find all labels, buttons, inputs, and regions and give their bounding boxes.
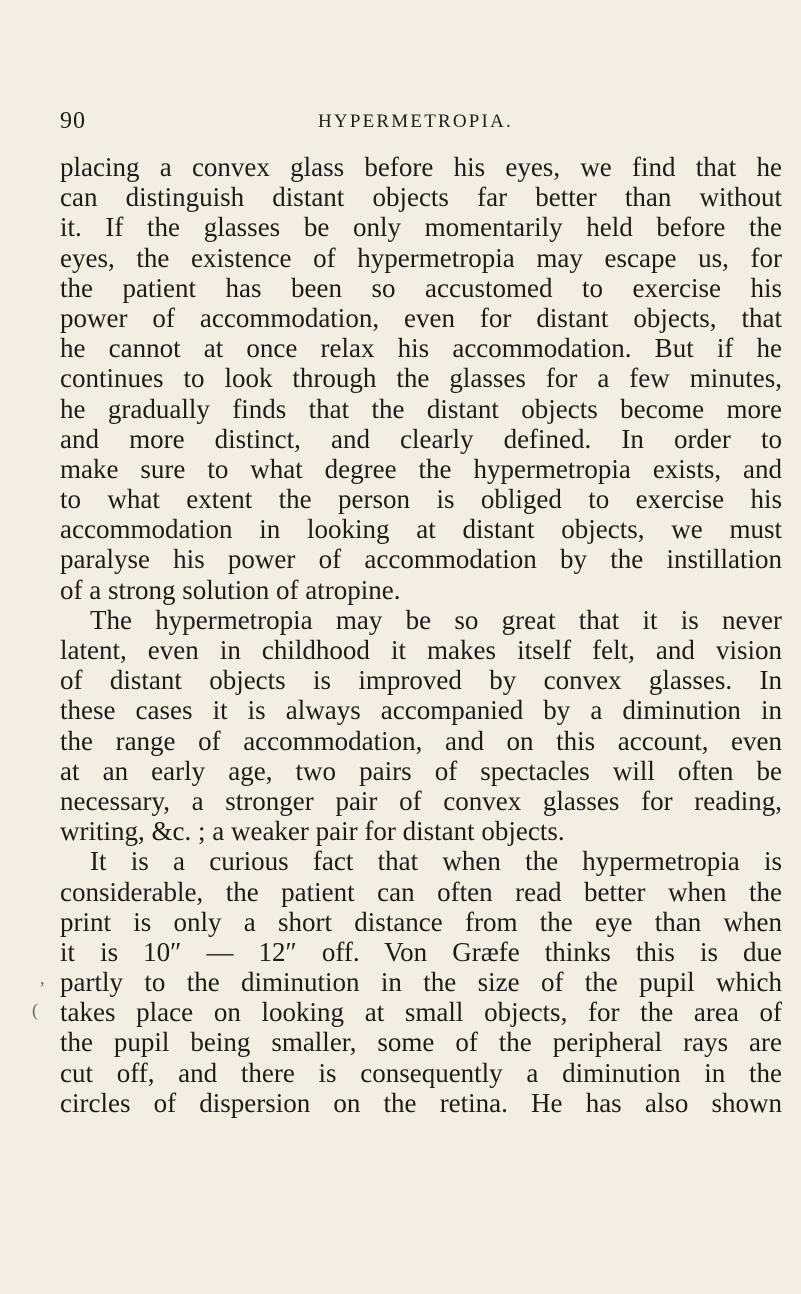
text-line: the range of accommodation, and on this account, even <box>60 725 782 756</box>
paragraph-end-line: of a strong solution of atropine. <box>60 574 401 605</box>
text-line: the pupil being smaller, some of the peripheral rays are <box>60 1027 782 1058</box>
text-line: the patient has been so accustomed to exercise his <box>60 272 782 303</box>
text-line: continues to look through the glasses for a few minutes, <box>60 363 782 394</box>
text-line: latent, even in childhood it makes itself felt, and vision <box>60 635 782 665</box>
text-line: eyes, the existence of hypermetropia may escape us, for <box>60 242 782 273</box>
text-line: accommodation in looking at distant objects, we must <box>60 514 782 545</box>
text-line: power of accommodation, even for distant objects, that <box>60 302 782 333</box>
text-line: print is only a short distance from the eye than when <box>60 906 782 937</box>
text-line: it. If the glasses be only momentarily held before the <box>60 212 782 243</box>
text-line: takes place on looking at small objects, for the area of <box>60 997 782 1028</box>
text-line: and more distinct, and clearly defined. In order to <box>60 423 782 454</box>
text-line: can distinguish distant objects far better than without <box>60 182 782 213</box>
page-header <box>60 108 780 138</box>
margin-mark: ( <box>32 1000 38 1020</box>
text-line: partly to the diminution in the size of the pupil which <box>60 967 782 998</box>
text-line: he gradually finds that the distant objects become more <box>60 393 782 424</box>
text-line: cut off, and there is consequently a diminution in the <box>60 1057 782 1088</box>
text-line: at an early age, two pairs of spectacles will often be <box>60 755 782 786</box>
text-line: paralyse his power of accommodation by the instillation <box>60 544 782 575</box>
page-number: 90 <box>60 108 86 134</box>
running-head: HYPERMETROPIA. <box>318 111 513 132</box>
paragraph-start-line: The hypermetropia may be so great that it is never <box>90 604 782 635</box>
text-line: necessary, a stronger pair of convex glasses for reading, <box>60 785 782 816</box>
text-line: he cannot at once relax his accommodation. But if he <box>60 333 782 364</box>
text-line: to what extent the person is obliged to exercise his <box>60 484 782 515</box>
text-line: considerable, the patient can often read better when the <box>60 876 782 907</box>
text-line: make sure to what degree the hypermetropia exists, and <box>60 453 782 484</box>
body-text <box>60 152 782 1118</box>
text-line: these cases it is always accompanied by a diminution in <box>60 695 782 726</box>
text-line: circles of dispersion on the retina. He has also shown <box>60 1087 782 1118</box>
margin-mark: , <box>40 968 45 988</box>
text-line: placing a convex glass before his eyes, we find that he <box>60 152 782 182</box>
paragraph-start-line: It is a curious fact that when the hypermetropia is <box>90 846 782 877</box>
text-line: it is 10″ — 12″ off. Von Græfe thinks this is due <box>60 936 782 967</box>
paragraph-end-line: writing, &c. ; a weaker pair for distant objects. <box>60 816 565 847</box>
text-line: of distant objects is improved by convex glasses. In <box>60 665 782 696</box>
